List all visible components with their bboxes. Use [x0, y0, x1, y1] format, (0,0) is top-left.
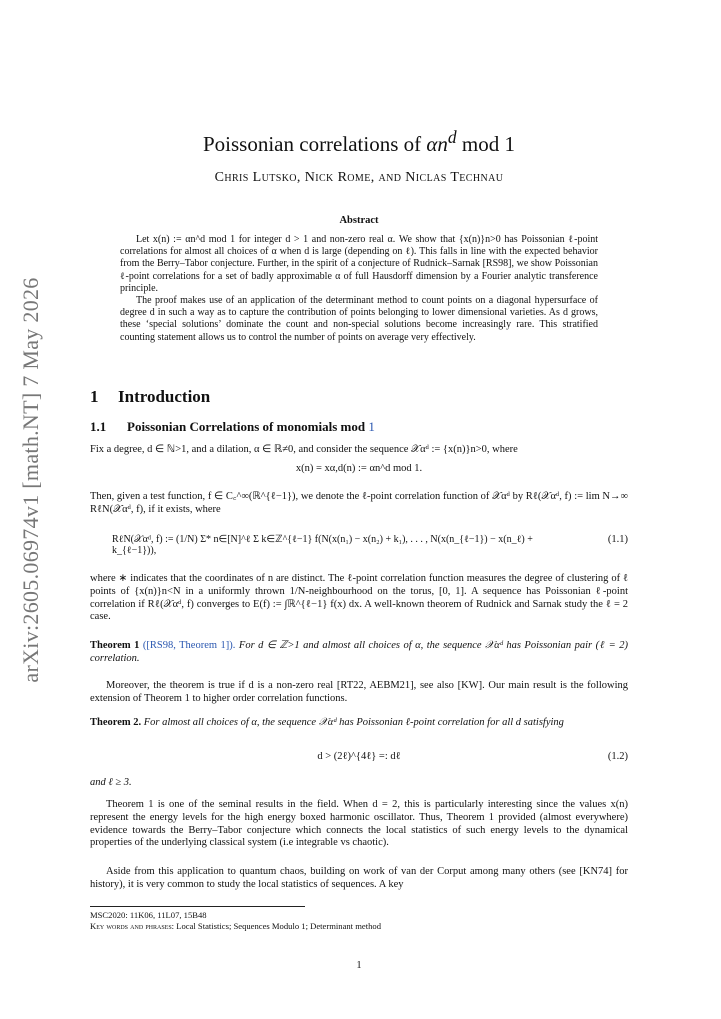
theorem-1: Theorem 1 ([RS98, Theorem 1]). For d ∈ ℤ>1 and almost all choices of α, the sequence 𝒳αᵈ has Poissonian pair (ℓ = 2) correlation. [90, 640, 628, 664]
abstract-heading: Abstract [339, 215, 379, 226]
paragraph-definitions: Fix a degree, d ∈ ℕ>1, and a dilation, α ∈ ℝ≠0, and consider the sequence 𝒳αᵈ := {x(n)}n>0, where [90, 444, 518, 455]
author-list: Chris Lutsko, Nick Rome, and Niclas Technau [214, 170, 504, 185]
theorem-2: Theorem 2. For almost all choices of α, the sequence 𝒳αᵈ has Poissonian ℓ-point correlation for all d satisfying [90, 717, 564, 728]
footnote-msc: MSC2020: 11K06, 11L07, 15B48 [90, 910, 207, 920]
equation-tag-1-1: (1.1) [607, 534, 628, 545]
theorem-2-label: Theorem 2. [90, 717, 142, 728]
equation-x-n: x(n) = xα,d(n) := αn^d mod 1. [295, 463, 423, 474]
theorem-2-tail: and ℓ ≥ 3. [90, 777, 132, 788]
footnote-divider [90, 906, 305, 907]
section-heading-introduction: 1 Introduction [90, 387, 211, 406]
paper-title: Poissonian correlations of $\alpha n^d$ mod 1 [202, 127, 515, 156]
paragraph-clustering: where ∗ indicates that the coordinates of n are distinct. The ℓ-point correlation function measures the degree of clustering of ℓ points of {x(n)}n<N in a uniformly thrown 1/N-neighbourhood on the torus, [0, 1]. A sequence has Poissonian ℓ-point correlation if Rℓ(𝒳αᵈ, f) converges to E(f) := ∫ℝ^{ℓ−1} f(x) dx. A well-known theorem of Rudnick and Sarnak study the ℓ = 2 case. [90, 573, 628, 623]
equation-1-1: RℓN(𝒳αᵈ, f) := (1/N) Σ* n∈[N]^ℓ Σ k∈ℤ^{ℓ−1} f(N(x(n₁) − x(n₂) + k₁), . . . , N(x(n_{ℓ−1}) − x(n_ℓ) + k_{ℓ−1})), (1.1) [112, 534, 628, 556]
footnote-keywords: Key words and phrases: Local Statistics; Sequences Modulo 1; Determinant method [90, 921, 381, 931]
footnotes [90, 910, 628, 932]
paragraph-quantum-chaos: Aside from this application to quantum chaos, building on work of van der Corput among many others (see [KN74] for history), it is very common to study the local statistics of sequences. A key [90, 866, 628, 890]
paragraph-correlation: Then, given a test function, f ∈ C꜀^∞(ℝ^{ℓ−1}), we denote the ℓ-point correlation function of 𝒳αᵈ by Rℓ(𝒳αᵈ, f) := lim N→∞ RℓN(𝒳αᵈ, f), if it exists, where [90, 491, 628, 515]
arxiv-identifier: arXiv:2605.06974v1 [math.NT] 7 May 2026 [18, 277, 43, 683]
abstract [120, 234, 598, 344]
paragraph-moreover: Moreover, the theorem is true if d is a non-zero real [RT22, AEBM21], see also [KW]. Our main result is the following extension of Theorem 1 to higher order correlation functions. [90, 680, 628, 704]
theorem-1-citation[interactable]: ([RS98, Theorem 1]). [142, 640, 236, 651]
theorem-1-label: Theorem 1 [90, 640, 140, 651]
page-number: 1 [356, 960, 362, 971]
abstract-paragraph-1: Let x(n) := αn^d mod 1 for integer d > 1 and non-zero real α. We show that {x(n)}n>0 has Poissonian ℓ-point correlations for almost all choices of α when d is large (depending on ℓ). This falls in line with the expected behavior from the Berry–Tabor conjecture. Further, in the spirit of a conjecture of Rudnick–Sarnak [RS98], we show Poissonian ℓ-point correlations for a set of badly approximable α of full Hausdorff dimension by a Fourier analytic transference principle. [120, 234, 598, 294]
paragraph-seminal: Theorem 1 is one of the seminal results in the field. When d = 2, this is particularly interesting since the values x(n) represent the energy levels for the high energy boxed harmonic oscillator. Thus, Theorem 1 provided (almost everywhere) evidence towards the Berry–Tabor conjecture which connects the local statistics of such energy levels to the dynamical properties of the underlying classical system (i.e integrable vs chaotic). [90, 799, 628, 849]
equation-1-2: d > (2ℓ)^{4ℓ} =: dℓ (1.2) [317, 751, 628, 762]
abstract-paragraph-2: The proof makes use of an application of the determinant method to count points on a diagonal hypersurface of degree d in such a way as to capture the contribution of points belonging to lower dimensional varieties. As d grows, these ‘special solutions’ dominate the count and non-special solutions become increasingly rare. This stratified counting statement allows us to control the number of points on average very effectively. [120, 295, 598, 343]
subsection-heading: 1.1 Poissonian Correlations of monomials mod 1 [90, 419, 375, 434]
equation-tag-1-2: (1.2) [607, 751, 628, 762]
